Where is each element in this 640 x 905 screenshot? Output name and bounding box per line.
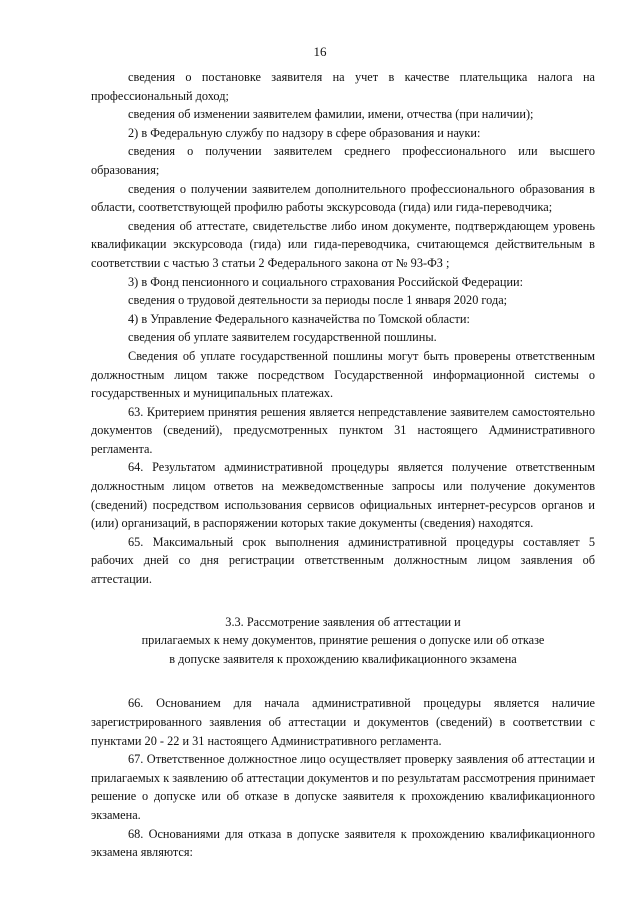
paragraph-item-65: 65. Максимальный срок выполнения административной процедуры составляет 5 рабочих дней со дня регистрации ответственным должностным лицом заявления об аттестации. — [91, 534, 595, 587]
section-heading — [91, 613, 595, 669]
paragraph-item-66: 66. Основанием для начала административной процедуры является наличие зарегистрированного заявления об аттестации и документов (сведений) в соответствии с пунктами 20 - 22 и 31 настоящего Административного регламента. — [91, 696, 595, 748]
document-body — [91, 68, 595, 862]
paragraph: 3) в Фонд пенсионного и социального страхования Российской Федерации: — [128, 274, 524, 289]
paragraph-item-63: 63. Критерием принятия решения является непредставление заявителем самостоятельно документов (сведений), предусмотренных пунктом 31 настоящего Административного регламента. — [91, 404, 595, 456]
section-heading-line: в допуске заявителя к прохождению квалификационного экзамена — [169, 651, 517, 666]
paragraph: 4) в Управление Федерального казначейства по Томской области: — [128, 311, 470, 326]
section-heading-line: прилагаемых к нему документов, принятие решения о допуске или об отказе — [141, 633, 545, 648]
paragraph: сведения об аттестате, свидетельстве либо ином документе, подтверждающем уровень квалификации экскурсовода (гида) или гида-переводчика, считающемся действительным в соответствии с частью 3 статьи 2 Федерального закона от № 93-ФЗ ; — [91, 218, 595, 270]
paragraph: сведения о получении заявителем дополнительного профессионального образования в области, соответствующей профилю работы экскурсовода (гида) или гида-переводчика; — [91, 181, 595, 215]
paragraph: сведения о постановке заявителя на учет в качестве плательщика налога на профессиональный доход; — [91, 70, 595, 103]
paragraph-item-68: 68. Основаниями для отказа в допуске заявителя к прохождению квалификационного экзамена являются: — [91, 826, 595, 860]
paragraph: сведения о получении заявителем среднего профессионального или высшего образования; — [91, 144, 595, 177]
paragraph-item-67: 67. Ответственное должностное лицо осуществляет проверку заявления об аттестации и прилагаемых к заявлению об аттестации документов и по результатам рассмотрения принимает решение о допуске или об отказе в допуске заявителя к прохождению квалификационного экзамена. — [91, 752, 595, 822]
paragraph: сведения об уплате заявителем государственной пошлины. — [128, 330, 437, 345]
paragraph-item-64: 64. Результатом административной процедуры является получение ответственным должностным лицом ответов на межведомственные запросы или получение документов (сведений) посредством использования сервисов официальных интернет-ресурсов органов и (или) организаций, в распоряжении которых такие документы (сведения) находятся. — [91, 460, 595, 531]
section-heading-line: 3.3. Рассмотрение заявления об аттестации и — [225, 614, 461, 629]
paragraph: сведения об изменении заявителем фамилии, имени, отчества (при наличии); — [128, 107, 534, 122]
paragraph: 2) в Федеральную службу по надзору в сфере образования и науки: — [128, 125, 481, 140]
paragraph: Сведения об уплате государственной пошлины могут быть проверены ответственным должностным лицом также посредством Государственной информационной системы о государственных и муниципальных платежах. — [91, 348, 595, 401]
page-number: 16 — [313, 44, 327, 59]
paragraph: сведения о трудовой деятельности за периоды после 1 января 2020 года; — [128, 293, 508, 308]
